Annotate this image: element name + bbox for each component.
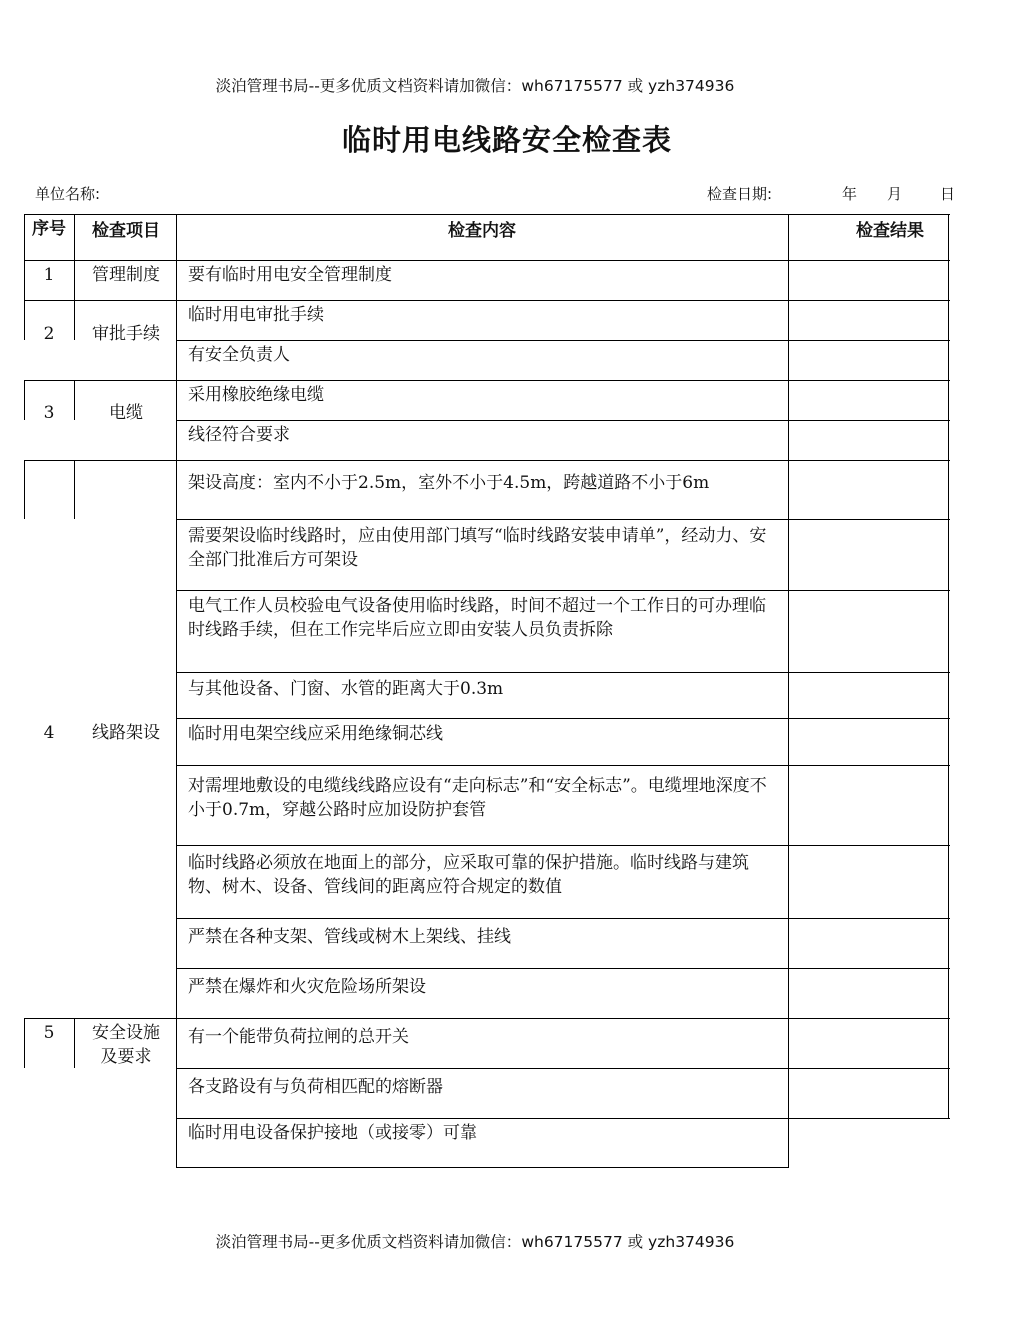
date-year-label: 年	[842, 185, 858, 203]
check-content: 需要架设临时线路时，应由使用部门填写“临时线路安装申请单”，经动力、安全部门批准后方可架设	[188, 526, 767, 570]
table-border	[176, 1167, 788, 1168]
table-border	[176, 718, 950, 719]
table-border	[176, 918, 950, 919]
group-1-seq: 1	[43, 265, 55, 285]
group-1-item: 管理制度	[92, 265, 160, 285]
header-item: 检查项目	[92, 221, 160, 241]
group-4-item: 线路架设	[92, 723, 160, 743]
check-content: 架设高度：室内不小于2.5m，室外不小于4.5m，跨越道路不小于6m	[188, 473, 710, 493]
header-content: 检查内容	[448, 221, 516, 241]
header-result: 检查结果	[856, 221, 924, 241]
footer-watermark-note: 淡泊管理书局--更多优质文档资料请加微信：wh67175577 或 yzh374936	[215, 1233, 735, 1251]
table-border	[948, 214, 949, 1118]
table-border	[176, 590, 950, 591]
header-seq: 序号	[32, 219, 66, 239]
table-border	[24, 460, 950, 461]
table-border	[74, 460, 75, 519]
check-content: 严禁在各种支架、管线或树木上架线、挂线	[188, 927, 511, 947]
table-border	[176, 420, 950, 421]
check-content: 临时线路必须放在地面上的部分，应采取可靠的保护措施。临时线路与建筑物、树木、设备、管线间的距离应符合规定的数值	[188, 853, 749, 897]
page-title: 临时用电线路安全检查表	[341, 123, 672, 157]
check-date-label: 检查日期:	[707, 185, 773, 203]
group-3-item: 电缆	[109, 403, 143, 423]
check-content: 采用橡胶绝缘电缆	[188, 385, 324, 405]
table-border	[74, 214, 75, 340]
check-content: 电气工作人员校验电气设备使用临时线路，时间不超过一个工作日的可办理临时线路手续，但在工作完毕后应立即由安装人员负责拆除	[188, 596, 766, 640]
table-border	[24, 1018, 950, 1019]
table-border	[74, 1018, 75, 1068]
table-border	[176, 519, 950, 520]
group-5-item: 安全设施及要求	[92, 1023, 160, 1067]
table-border	[176, 672, 950, 673]
group-2-seq: 2	[43, 324, 55, 344]
check-content: 线径符合要求	[188, 425, 290, 445]
check-content: 临时用电审批手续	[188, 305, 324, 325]
table-border	[24, 214, 950, 215]
table-border	[74, 380, 75, 420]
check-content: 有安全负责人	[188, 345, 290, 365]
check-content: 各支路设有与负荷相匹配的熔断器	[188, 1077, 443, 1097]
table-border	[24, 460, 25, 519]
table-border	[176, 1068, 950, 1069]
check-content: 要有临时用电安全管理制度	[188, 265, 392, 285]
table-border	[24, 380, 950, 381]
table-border	[176, 968, 950, 969]
group-2-item: 审批手续	[92, 324, 160, 344]
table-border	[176, 340, 950, 341]
check-content: 临时用电设备保护接地（或接零）可靠	[188, 1123, 477, 1143]
group-3-seq: 3	[43, 403, 55, 423]
group-5-seq: 5	[43, 1023, 55, 1043]
table-border	[788, 214, 789, 1168]
table-border	[176, 1118, 950, 1119]
date-day-label: 日	[940, 185, 956, 203]
table-border	[176, 214, 177, 1168]
check-content: 与其他设备、门窗、水管的距离大于0.3m	[188, 679, 504, 699]
check-content: 严禁在爆炸和火灾危险场所架设	[188, 977, 426, 997]
table-border	[24, 260, 950, 261]
table-border	[176, 765, 950, 766]
date-month-label: 月	[887, 185, 903, 203]
table-border	[176, 845, 950, 846]
check-content: 有一个能带负荷拉闸的总开关	[188, 1027, 409, 1047]
check-content: 对需埋地敷设的电缆线线路应设有“走向标志”和“安全标志”。电缆埋地深度不小于0.7m，穿越公路时应加设防护套管	[188, 776, 767, 820]
header-watermark-note: 淡泊管理书局--更多优质文档资料请加微信：wh67175577 或 yzh374936	[215, 77, 735, 95]
unit-name-label: 单位名称:	[35, 185, 101, 203]
table-border	[24, 300, 950, 301]
check-content: 临时用电架空线应采用绝缘铜芯线	[188, 724, 443, 744]
group-4-seq: 4	[43, 723, 55, 743]
